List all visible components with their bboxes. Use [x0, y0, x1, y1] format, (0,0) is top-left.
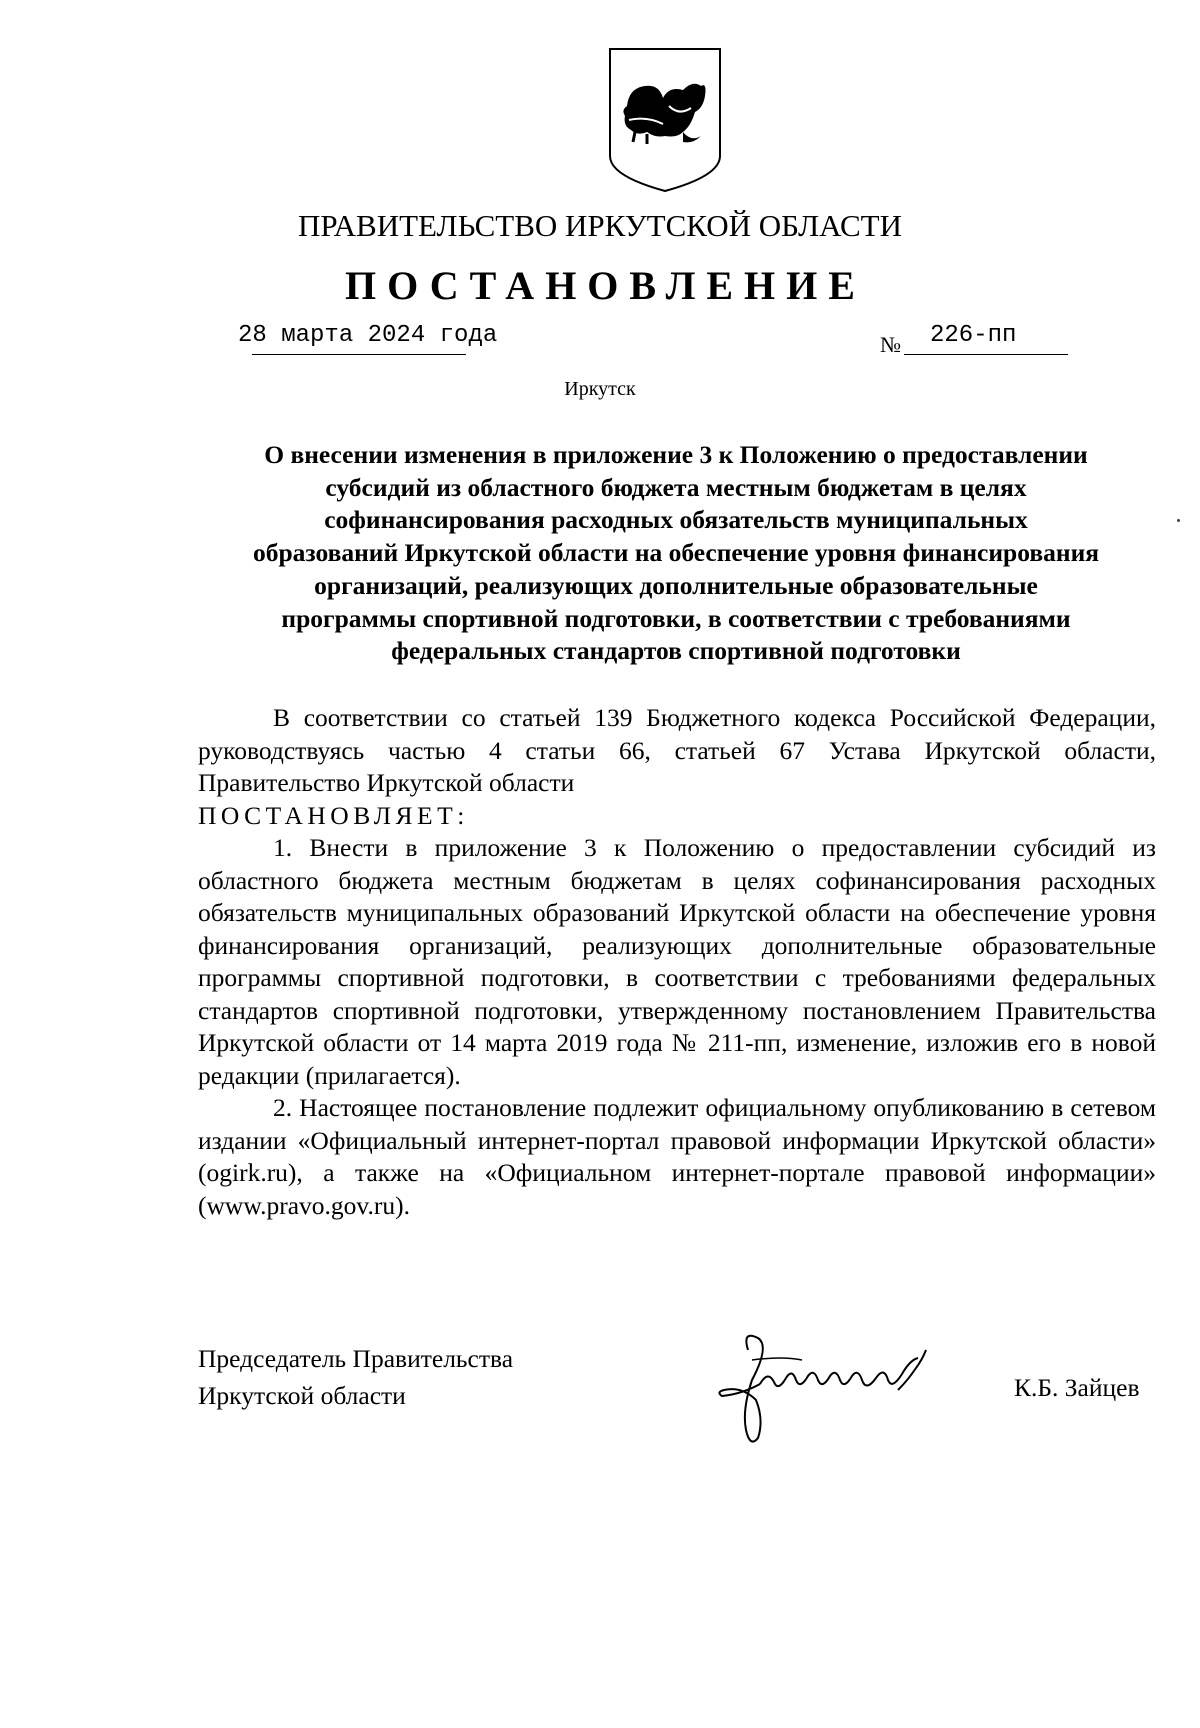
document-number: 226-пп	[930, 322, 1017, 349]
title-line: образований Иркутской области на обеспечение уровня финансирования	[252, 538, 1100, 568]
signatory-position	[198, 1340, 513, 1414]
number-underline	[904, 354, 1068, 355]
position-line: Председатель Правительства	[198, 1344, 514, 1373]
title-line: О внесении изменения в приложение 3 к Положению о предоставлении	[264, 440, 1088, 469]
decree-word: ПОСТАНОВЛЯЕТ:	[198, 800, 469, 830]
position-line: Иркутской области	[198, 1381, 406, 1410]
title-line: субсидий из областного бюджета местным бюджетам в целях	[325, 472, 1027, 502]
coat-of-arms-icon	[607, 46, 723, 194]
title-line: софинансирования расходных обязательств муниципальных	[324, 505, 1028, 535]
document-date: 28 марта 2024 года	[238, 322, 498, 349]
document-type: ПОСТАНОВЛЕНИЕ	[345, 263, 866, 308]
document-title	[195, 439, 1157, 668]
title-line: организаций, реализующих дополнительные образовательные	[314, 570, 1038, 600]
title-line: федеральных стандартов спортивной подготовки	[391, 636, 961, 666]
number-sign: №	[880, 332, 901, 357]
date-underline	[252, 354, 466, 355]
preamble-paragraph: В соответствии со статьей 139 Бюджетного кодекса Российской Федерации, руководствуясь частью 4 статьи 66, статьей 67 Устава Иркутской области, Правительство Иркутской области	[198, 703, 1156, 797]
scan-speck	[1177, 519, 1180, 522]
handwritten-signature	[712, 1320, 952, 1460]
item-1-paragraph: 1. Внести в приложение 3 к Положению о предоставлении субсидий из областного бюджета местным бюджетам в целях софинансирования расходных обязательств муниципальных образований Иркутской области на обеспечение уровня финансирования организаций, реализующих дополнительные образовательные программы спортивной подготовки, в соответствии с требованиями федеральных стандартов спортивной подготовки, утвержденному постановлением Правительства Иркутской области от 14 марта 2019 года № 211-пп, изменение, изложив его в новой редакции (прилагается).	[198, 833, 1156, 1090]
title-line: программы спортивной подготовки, в соответствии с требованиями	[281, 603, 1071, 633]
document-body	[198, 702, 1156, 1222]
signatory-name: К.Б. Зайцев	[1014, 1373, 1140, 1402]
item-2-paragraph: 2. Настоящее постановление подлежит официальному опубликованию в сетевом издании «Официальный интернет-портал правовой информации Иркутской области» (ogirk.ru), а также на «Официальном интернет-портале правовой информации» (www.pravo.gov.ru).	[198, 1093, 1156, 1220]
organization-name: ПРАВИТЕЛЬСТВО ИРКУТСКОЙ ОБЛАСТИ	[297, 208, 902, 243]
city: Иркутск	[564, 378, 636, 400]
